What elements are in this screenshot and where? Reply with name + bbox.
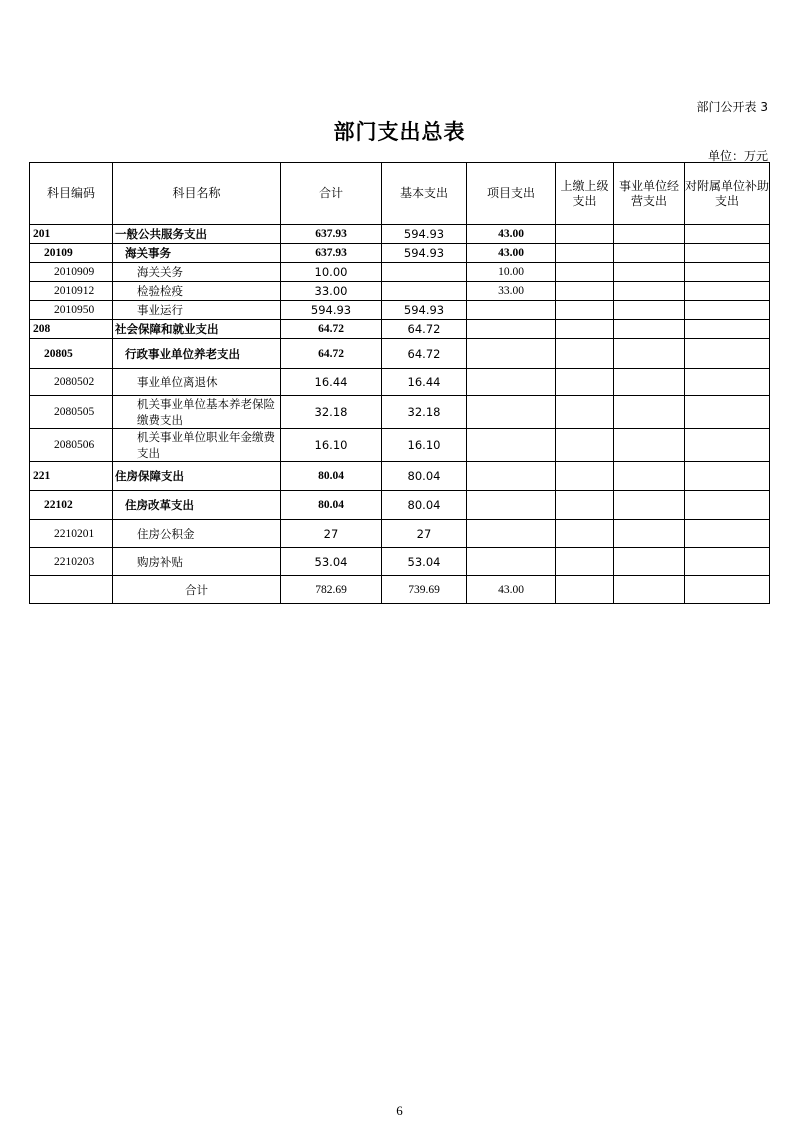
row-upper	[556, 462, 614, 491]
row-business	[614, 244, 685, 263]
row-name: 社会保障和就业支出	[113, 320, 281, 339]
col-header-upper: 上缴上级支出	[556, 163, 614, 225]
row-business	[614, 491, 685, 520]
row-subsidy	[685, 263, 770, 282]
total-subsidy	[685, 576, 770, 604]
col-header-project: 项目支出	[467, 163, 556, 225]
row-name: 行政事业单位养老支出	[113, 339, 281, 369]
row-basic: 16.10	[382, 429, 467, 462]
row-name: 住房公积金	[113, 520, 281, 548]
row-name: 事业运行	[113, 301, 281, 320]
row-basic: 27	[382, 520, 467, 548]
row-total: 33.00	[281, 282, 382, 301]
total-code	[30, 576, 113, 604]
row-subsidy	[685, 491, 770, 520]
row-name: 海关事务	[113, 244, 281, 263]
row-upper	[556, 396, 614, 429]
row-business	[614, 282, 685, 301]
row-subsidy	[685, 396, 770, 429]
row-project	[467, 548, 556, 576]
row-business	[614, 396, 685, 429]
col-header-name: 科目名称	[113, 163, 281, 225]
row-project	[467, 491, 556, 520]
row-project: 33.00	[467, 282, 556, 301]
row-total: 637.93	[281, 225, 382, 244]
row-name: 海关关务	[113, 263, 281, 282]
row-project	[467, 429, 556, 462]
table-row	[30, 263, 770, 282]
row-project	[467, 301, 556, 320]
row-code: 201	[30, 225, 113, 244]
row-project: 43.00	[467, 244, 556, 263]
row-code: 20805	[30, 339, 113, 369]
row-business	[614, 263, 685, 282]
row-code: 22102	[30, 491, 113, 520]
row-subsidy	[685, 429, 770, 462]
row-project	[467, 520, 556, 548]
row-business	[614, 301, 685, 320]
col-header-total: 合计	[281, 163, 382, 225]
row-basic: 16.44	[382, 369, 467, 396]
row-upper	[556, 520, 614, 548]
row-code: 2080506	[30, 429, 113, 462]
row-basic: 64.72	[382, 320, 467, 339]
row-subsidy	[685, 282, 770, 301]
row-project: 10.00	[467, 263, 556, 282]
row-code: 2210201	[30, 520, 113, 548]
row-upper	[556, 225, 614, 244]
table-row	[30, 320, 770, 339]
page-number: 6	[396, 1103, 403, 1118]
table-row	[30, 369, 770, 396]
row-name: 事业单位离退休	[113, 369, 281, 396]
row-upper	[556, 491, 614, 520]
table-row	[30, 520, 770, 548]
col-header-basic: 基本支出	[382, 163, 467, 225]
table-row	[30, 282, 770, 301]
total-label: 合计	[113, 576, 281, 604]
total-business	[614, 576, 685, 604]
row-name: 住房改革支出	[113, 491, 281, 520]
row-total: 16.10	[281, 429, 382, 462]
row-total: 80.04	[281, 462, 382, 491]
row-code: 2080505	[30, 396, 113, 429]
table-row	[30, 301, 770, 320]
total-row	[30, 576, 770, 604]
row-code: 2010909	[30, 263, 113, 282]
row-business	[614, 369, 685, 396]
row-total: 64.72	[281, 320, 382, 339]
row-business	[614, 548, 685, 576]
row-subsidy	[685, 225, 770, 244]
row-project	[467, 320, 556, 339]
row-project: 43.00	[467, 225, 556, 244]
total-sum: 782.69	[281, 576, 382, 604]
row-basic: 80.04	[382, 491, 467, 520]
row-basic	[382, 263, 467, 282]
row-upper	[556, 244, 614, 263]
row-basic	[382, 282, 467, 301]
row-subsidy	[685, 520, 770, 548]
row-total: 10.00	[281, 263, 382, 282]
row-code: 2010950	[30, 301, 113, 320]
row-basic: 594.93	[382, 244, 467, 263]
col-header-subsidy: 对附属单位补助支出	[685, 163, 770, 225]
total-project: 43.00	[467, 576, 556, 604]
row-subsidy	[685, 369, 770, 396]
row-business	[614, 462, 685, 491]
row-subsidy	[685, 462, 770, 491]
header-row	[30, 163, 770, 225]
row-basic: 64.72	[382, 339, 467, 369]
row-upper	[556, 548, 614, 576]
row-total: 32.18	[281, 396, 382, 429]
total-upper	[556, 576, 614, 604]
row-upper	[556, 282, 614, 301]
table-row	[30, 491, 770, 520]
table-row	[30, 225, 770, 244]
row-subsidy	[685, 339, 770, 369]
row-basic: 594.93	[382, 301, 467, 320]
row-basic: 80.04	[382, 462, 467, 491]
row-code: 2080502	[30, 369, 113, 396]
row-subsidy	[685, 301, 770, 320]
page-title: 部门支出总表	[333, 120, 466, 144]
row-total: 16.44	[281, 369, 382, 396]
row-business	[614, 339, 685, 369]
row-total: 53.04	[281, 548, 382, 576]
row-upper	[556, 320, 614, 339]
row-subsidy	[685, 320, 770, 339]
table-row	[30, 244, 770, 263]
row-upper	[556, 301, 614, 320]
col-header-business: 事业单位经营支出	[614, 163, 685, 225]
unit-label: 单位：万元	[707, 149, 768, 163]
row-project	[467, 396, 556, 429]
row-business	[614, 320, 685, 339]
col-header-code: 科目编码	[30, 163, 113, 225]
row-code: 221	[30, 462, 113, 491]
row-code: 208	[30, 320, 113, 339]
table-row	[30, 429, 770, 462]
row-business	[614, 520, 685, 548]
row-upper	[556, 263, 614, 282]
total-basic: 739.69	[382, 576, 467, 604]
row-name: 机关事业单位职业年金缴费支出	[113, 429, 281, 462]
table-row	[30, 396, 770, 429]
expenditure-table	[29, 162, 770, 604]
row-upper	[556, 429, 614, 462]
row-name: 购房补贴	[113, 548, 281, 576]
row-basic: 53.04	[382, 548, 467, 576]
row-basic: 32.18	[382, 396, 467, 429]
row-subsidy	[685, 244, 770, 263]
row-project	[467, 369, 556, 396]
row-name: 检验检疫	[113, 282, 281, 301]
row-name: 机关事业单位基本养老保险缴费支出	[113, 396, 281, 429]
table-row	[30, 548, 770, 576]
row-upper	[556, 369, 614, 396]
row-subsidy	[685, 548, 770, 576]
row-total: 594.93	[281, 301, 382, 320]
row-total: 80.04	[281, 491, 382, 520]
row-upper	[556, 339, 614, 369]
row-name: 住房保障支出	[113, 462, 281, 491]
row-code: 2210203	[30, 548, 113, 576]
row-name: 一般公共服务支出	[113, 225, 281, 244]
row-basic: 594.93	[382, 225, 467, 244]
row-project	[467, 339, 556, 369]
row-total: 27	[281, 520, 382, 548]
row-business	[614, 429, 685, 462]
table-row	[30, 462, 770, 491]
row-total: 637.93	[281, 244, 382, 263]
row-total: 64.72	[281, 339, 382, 369]
row-code: 20109	[30, 244, 113, 263]
doc-label: 部门公开表 3	[696, 100, 768, 114]
row-business	[614, 225, 685, 244]
row-code: 2010912	[30, 282, 113, 301]
table-row	[30, 339, 770, 369]
row-project	[467, 462, 556, 491]
